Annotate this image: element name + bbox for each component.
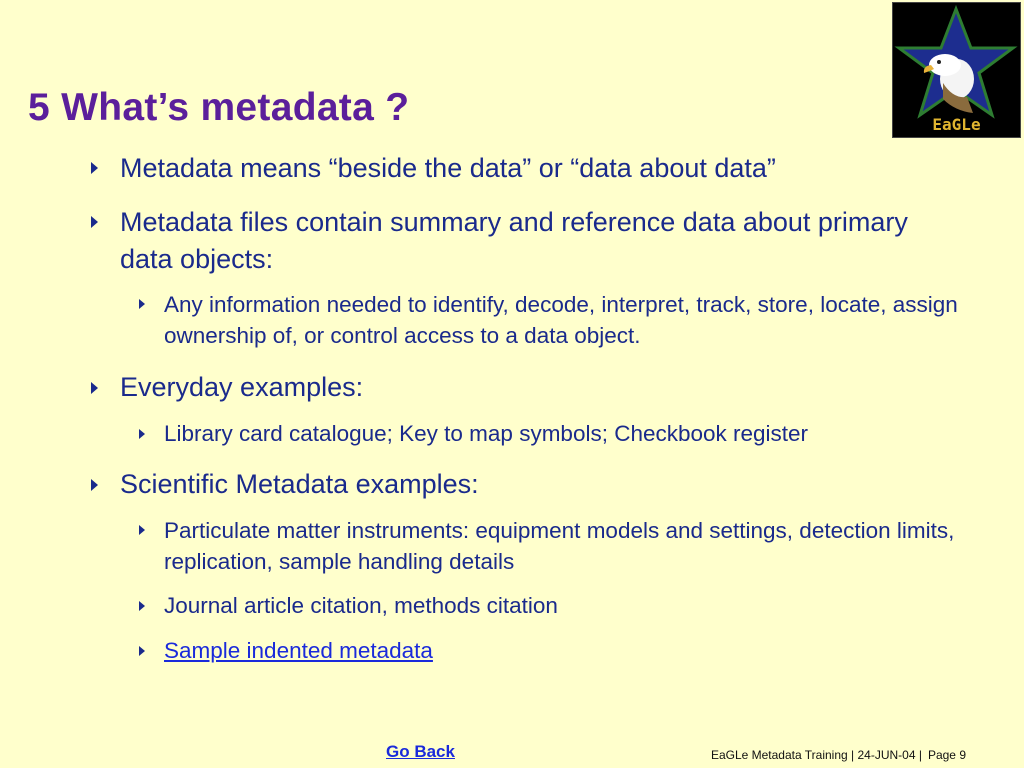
page-number: Page 9 [927, 748, 966, 762]
slide-title: 5 What’s metadata ? [28, 86, 410, 129]
bullet-1: Metadata means “beside the data” or “data about data” [120, 153, 776, 183]
bullet-triangle-icon [91, 382, 98, 394]
bullet-triangle-icon [91, 162, 98, 174]
bullet-triangle-icon [139, 429, 145, 439]
bullet-3: Everyday examples: [120, 372, 364, 402]
slide-footer [711, 748, 966, 762]
bullet-2-1: Any information needed to identify, decode, interpret, track, store, locate, assign ownership of, or control access to a data object. [164, 292, 958, 348]
bullet-2: Metadata files contain summary and reference data about primary data objects: [120, 207, 908, 274]
bullet-triangle-icon [139, 601, 145, 611]
bullet-4: Scientific Metadata examples: [120, 469, 479, 499]
bullet-triangle-icon [139, 646, 145, 656]
bullet-triangle-icon [91, 216, 98, 228]
footer-text: EaGLe Metadata Training | 24-JUN-04 | [710, 748, 922, 762]
bullet-triangle-icon [139, 299, 145, 309]
bullet-triangle-icon [139, 525, 145, 535]
sample-indented-metadata-link[interactable]: Sample indented metadata [164, 638, 433, 663]
logo-text: EaGLe [932, 115, 981, 134]
bullet-4-3 [164, 635, 1004, 666]
bullet-4-2: Journal article citation, methods citation [164, 593, 558, 618]
go-back-link[interactable]: Go Back [386, 742, 455, 761]
bullet-4-1: Particulate matter instruments: equipment models and settings, detection limits, replication, sample handling details [164, 518, 955, 574]
bullet-triangle-icon [91, 479, 98, 491]
bullet-3-1: Library card catalogue; Key to map symbols; Checkbook register [164, 421, 809, 446]
